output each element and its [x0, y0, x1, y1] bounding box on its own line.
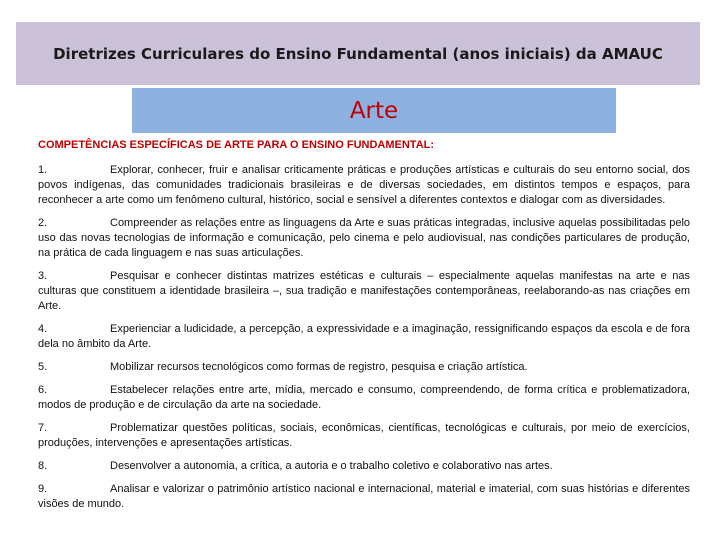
competency-number: 4.: [38, 323, 48, 335]
subject-band: [132, 88, 616, 133]
competency-item: [38, 360, 690, 375]
content-body: [38, 139, 690, 520]
competency-item: [38, 383, 690, 413]
competency-number: 8.: [38, 460, 48, 472]
competency-text: Compreender as relações entre as linguagens da Arte e suas práticas integradas, inclusive aquelas possibilitadas pelo uso das novas tecnologias de informação e comunicação, pelo cinema e pelo audiovisual, nas condições particulares de produção, na prática de cada linguagem e nas suas articulações.: [38, 217, 690, 259]
competency-item: [38, 459, 690, 474]
competency-text: Explorar, conhecer, fruir e analisar criticamente práticas e produções artísticas e culturais do seu entorno social, dos povos indígenas, das comunidades tradicionais brasileiras e de diversas sociedades, em distintos tempos e espaços, para reconhecer a arte como um fenômeno cultural, histórico, social e sensível a diferentes contextos e dialogar com as diversidades.: [38, 164, 690, 206]
competency-item: [38, 163, 690, 208]
competency-text: Estabelecer relações entre arte, mídia, mercado e consumo, compreendendo, de forma crítica e problematizadora, modos de produção e de circulação da arte na sociedade.: [38, 384, 690, 411]
competency-number: 9.: [38, 483, 48, 495]
section-heading: COMPETÊNCIAS ESPECÍFICAS DE ARTE PARA O ENSINO FUNDAMENTAL:: [38, 139, 435, 151]
competency-item: [38, 421, 690, 451]
competency-item: [38, 269, 690, 314]
competency-text: Experienciar a ludicidade, a percepção, a expressividade e a imaginação, ressignificando espaços da escola e de fora dela no âmbito da Arte.: [38, 323, 690, 350]
competency-number: 2.: [38, 217, 48, 229]
competency-text: Desenvolver a autonomia, a crítica, a autoria e o trabalho coletivo e colaborativo nas artes.: [110, 460, 553, 472]
competency-item: [38, 216, 690, 261]
subject-title: Arte: [349, 97, 399, 124]
competency-text: Problematizar questões políticas, sociais, econômicas, científicas, tecnológicas e culturais, por meio de exercícios, produções, intervenções e apresentações artísticas.: [38, 422, 690, 449]
competency-number: 5.: [38, 361, 48, 373]
competency-item: [38, 322, 690, 352]
competency-number: 7.: [38, 422, 48, 434]
competency-text: Mobilizar recursos tecnológicos como formas de registro, pesquisa e criação artística.: [110, 361, 528, 373]
competency-item: [38, 482, 690, 512]
competency-text: Pesquisar e conhecer distintas matrizes estéticas e culturais – especialmente aquelas manifestas na arte e nas culturas que constituem a identidade brasileira –, sua tradição e manifestações contemporâneas, reelaborando-as nas criações em Arte.: [38, 270, 690, 312]
competency-number: 6.: [38, 384, 48, 396]
competency-number: 3.: [38, 270, 48, 282]
competency-text: Analisar e valorizar o patrimônio artístico nacional e internacional, material e imaterial, com suas histórias e diferentes visões de mundo.: [38, 483, 690, 510]
competency-number: 1.: [38, 164, 48, 176]
header-band: [16, 22, 700, 85]
document-title: Diretrizes Curriculares do Ensino Fundamental (anos iniciais) da AMAUC: [53, 44, 663, 63]
